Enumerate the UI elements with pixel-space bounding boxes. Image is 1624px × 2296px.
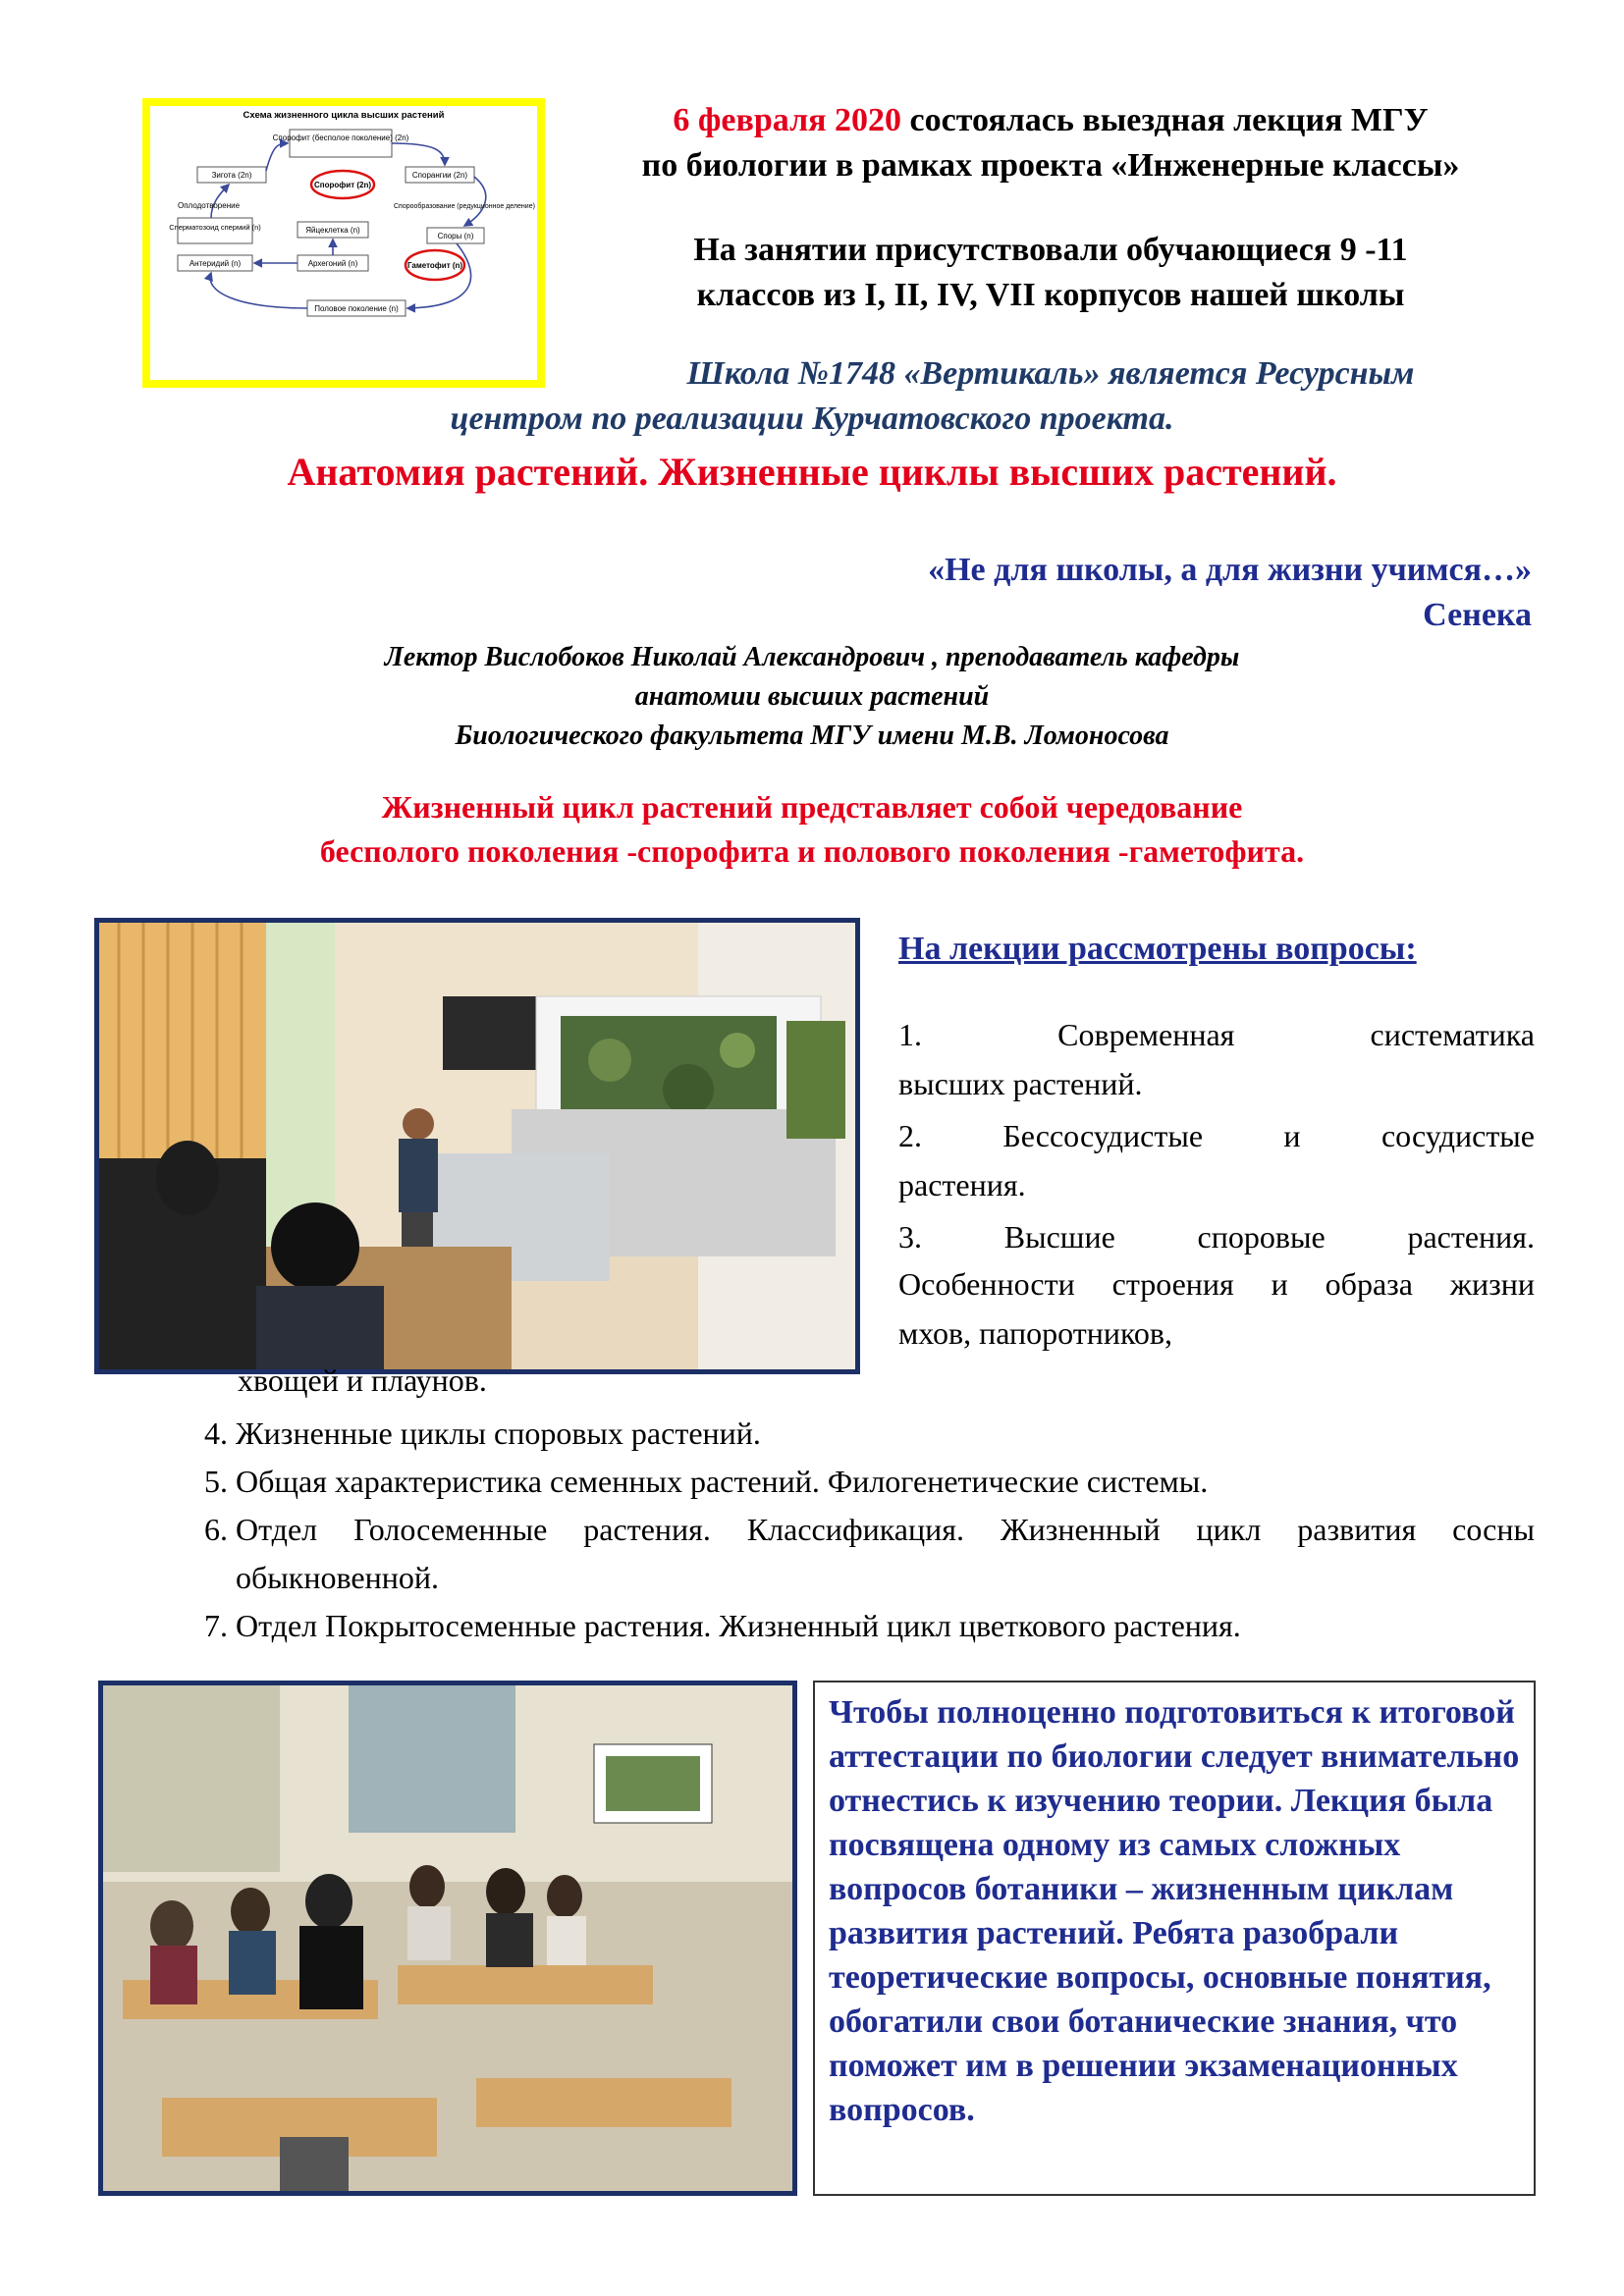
event-line2: по биологии в рамках проекта «Инженерные классы»: [641, 147, 1460, 184]
cycle-line2: бесполого поколения -спорофита и полового поколения -гаметофита.: [319, 833, 1305, 869]
scheme-sporogenesis: Спорообразование (редукционное деление): [394, 203, 535, 210]
scheme-gametophyte-oval: Гаметофит (n): [406, 261, 463, 270]
page-title: Анатомия растений. Жизненные циклы высших растений.: [287, 450, 1337, 494]
lector-line1: Лектор Вислобоков Николай Александрович , преподаватель кафедры: [384, 642, 1240, 672]
epigraph: [687, 548, 1532, 638]
life-cycle-definition: [0, 785, 1624, 874]
lector-line3: Биологического факультета МГУ имени М.В. Ломоносова: [455, 721, 1169, 751]
resource-center-line2: центром по реализации Курчатовского проекта.: [450, 400, 1174, 437]
question-3-line2: Особенности строения и образа жизни: [898, 1266, 1535, 1302]
scheme-sporophyte-box: Спорофит (бесполое поколение) (2n): [272, 133, 409, 142]
info-box: [813, 1681, 1536, 2196]
cycle-line1: Жизненный цикл растений представляет собой чередование: [381, 789, 1243, 825]
scheme-sexual-generation: Половое поколение (n): [314, 304, 399, 313]
life-cycle-diagram: [150, 106, 537, 380]
lecture-photo: [94, 918, 860, 1374]
students-photo: [98, 1681, 797, 2196]
list-item: 5. Общая характеристика семенных растений. Филогенетические системы.: [236, 1458, 1535, 1506]
scheme-fertilization: Оплодотворение: [178, 201, 241, 210]
students-info: [550, 228, 1551, 318]
scheme-spores: Споры (n): [437, 232, 474, 240]
question-3-line1: 3. Высшие споровые растения.: [898, 1219, 1535, 1255]
question-3-line3: мхов, папоротников,: [898, 1315, 1173, 1351]
question-1-line2: высших растений.: [898, 1066, 1143, 1101]
quote-text: «Не для школы, а для жизни учимся…»: [928, 552, 1532, 588]
students-line2: классов из I, II, IV, VII корпусов нашей школы: [696, 277, 1405, 313]
questions-list: [177, 1410, 1535, 1650]
question-3-line4: хвощей и плаунов.: [238, 1362, 487, 1398]
info-text: Чтобы полноценно подготовиться к итоговой аттестации по биологии следует внимательно отнестись к изучению теории. Лекция была посвящена одному из самых сложных вопросов ботаники – жизненным циклам развития растений. Ребята разобрали теоретические вопросы, основные понятия, обогатили свои ботанические знания, что поможет им в решении экзаменационных вопросов.: [829, 1694, 1520, 2128]
event-date: 6 февраля 2020: [673, 102, 902, 138]
event-announcement: [550, 98, 1551, 188]
scheme-title: Схема жизненного цикла высших растений: [243, 110, 445, 121]
life-cycle-scheme: [142, 98, 545, 388]
question-2-line2: растения.: [898, 1167, 1026, 1202]
list-item: 7. Отдел Покрытосеменные растения. Жизненный цикл цветкового растения.: [236, 1602, 1535, 1650]
list-item: 4. Жизненные циклы споровых растений.: [236, 1410, 1535, 1458]
question-2-line1: 2. Бессосудистые и сосудистые: [898, 1118, 1535, 1153]
scheme-sporangia: Спорангии (2n): [411, 171, 468, 180]
scheme-archegonium: Архегоний (n): [307, 259, 358, 268]
scheme-sporophyte-oval: Спорофит (2n): [314, 181, 371, 189]
event-line1-rest: состоялась выездная лекция МГУ: [901, 102, 1429, 138]
list-item: 6. Отдел Голосеменные растения. Классификация. Жизненный цикл развития сосны обыкновенной.: [236, 1506, 1535, 1602]
questions-heading: На лекции рассмотрены вопросы:: [898, 931, 1417, 967]
question-1-line1: 1. Современная систематика: [898, 1017, 1535, 1052]
lector-line2: анатомии высших растений: [634, 681, 990, 712]
scheme-egg: Яйцеклетка (n): [305, 226, 360, 235]
scheme-sperm: Сперматозоид спермий (n): [169, 223, 261, 232]
resource-center-line1: Школа №1748 «Вертикаль» является Ресурсным: [686, 355, 1415, 392]
quote-author: Сенека: [1423, 597, 1532, 633]
scheme-antheridium: Антеридий (n): [189, 259, 242, 268]
lector-info: [0, 638, 1624, 756]
students-line1: На занятии присутствовали обучающиеся 9 -11: [693, 232, 1408, 268]
scheme-zygote: Зигота (2n): [211, 171, 252, 180]
